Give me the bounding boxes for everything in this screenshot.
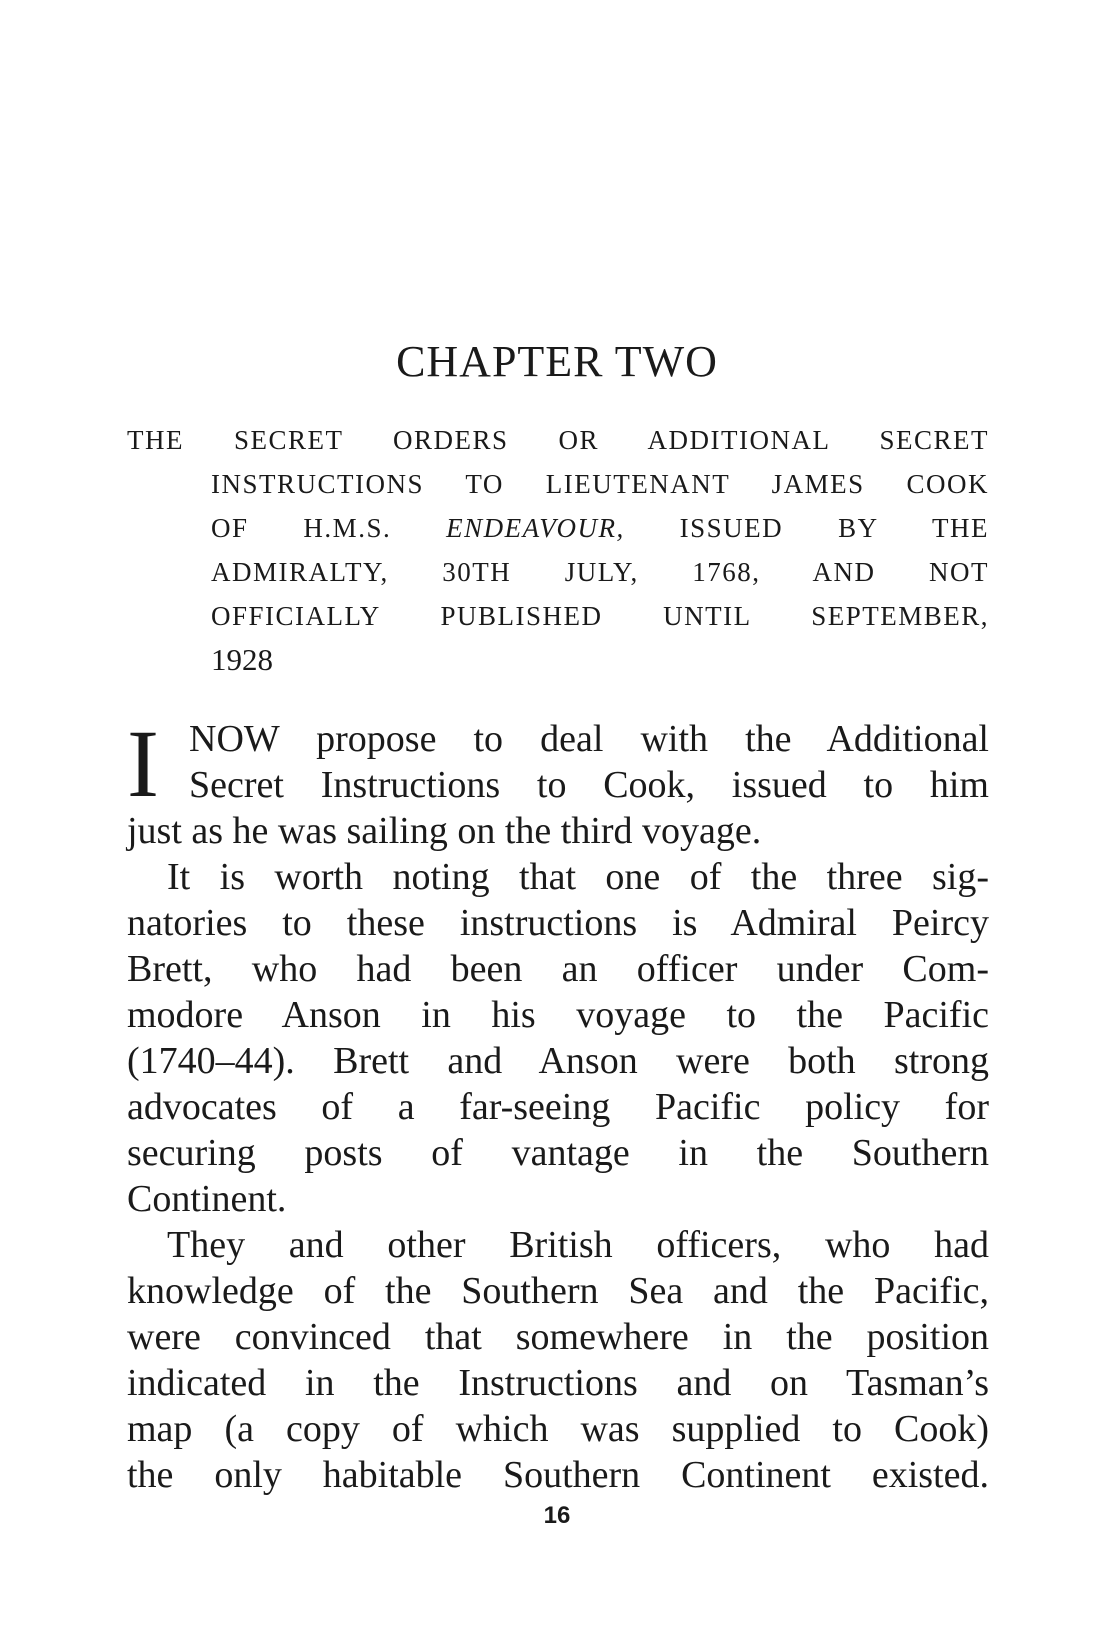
body-line: Continent. xyxy=(127,1178,287,1220)
body-line: Brett, who had been an officer under Com- xyxy=(127,948,989,990)
body-line: the only habitable Southern Continent existed. xyxy=(127,1454,989,1496)
body-line: (1740–44). Brett and Anson were both strong xyxy=(127,1040,989,1082)
summary-line: ADMIRALTY, 30TH JULY, 1768, AND NOT xyxy=(211,557,989,587)
body-line: modore Anson in his voyage to the Pacific xyxy=(127,994,989,1036)
summary-line-part: OF H.M.S. xyxy=(211,513,392,543)
body-line: were convinced that somewhere in the position xyxy=(127,1316,989,1358)
body-line: advocates of a far-seeing Pacific policy for xyxy=(127,1086,989,1128)
summary-line: THE SECRET ORDERS OR ADDITIONAL SECRET xyxy=(127,425,989,455)
page-number: 16 xyxy=(543,1502,571,1529)
body-line: securing posts of vantage in the Southern xyxy=(127,1132,989,1174)
summary-line-part: ISSUED BY THE xyxy=(679,513,989,543)
summary-line: OFFICIALLY PUBLISHED UNTIL SEPTEMBER, xyxy=(211,601,989,631)
body-line: It is worth noting that one of the three sig- xyxy=(167,856,989,898)
body-text xyxy=(127,710,989,1498)
body-line: They and other British officers, who had xyxy=(167,1224,989,1266)
summary-line: 1928 xyxy=(211,642,273,677)
body-line: indicated in the Instructions and on Tasman’s xyxy=(127,1362,989,1404)
body-line: map (a copy of which was supplied to Cook) xyxy=(127,1408,989,1450)
body-line: just as he was sailing on the third voyage. xyxy=(127,810,762,852)
drop-cap: I xyxy=(127,710,159,817)
body-line: knowledge of the Southern Sea and the Pacific, xyxy=(127,1270,989,1312)
body-line: Secret Instructions to Cook, issued to him xyxy=(189,764,989,806)
chapter-summary xyxy=(127,418,989,682)
ship-name: ENDEAVOUR, xyxy=(446,513,625,543)
summary-line: INSTRUCTIONS TO LIEUTENANT JAMES COOK xyxy=(211,469,989,499)
body-line: natories to these instructions is Admiral Peircy xyxy=(127,902,989,944)
summary-line xyxy=(127,506,989,550)
chapter-title: CHAPTER TWO xyxy=(396,337,718,386)
body-line: NOW propose to deal with the Additional xyxy=(189,718,989,760)
